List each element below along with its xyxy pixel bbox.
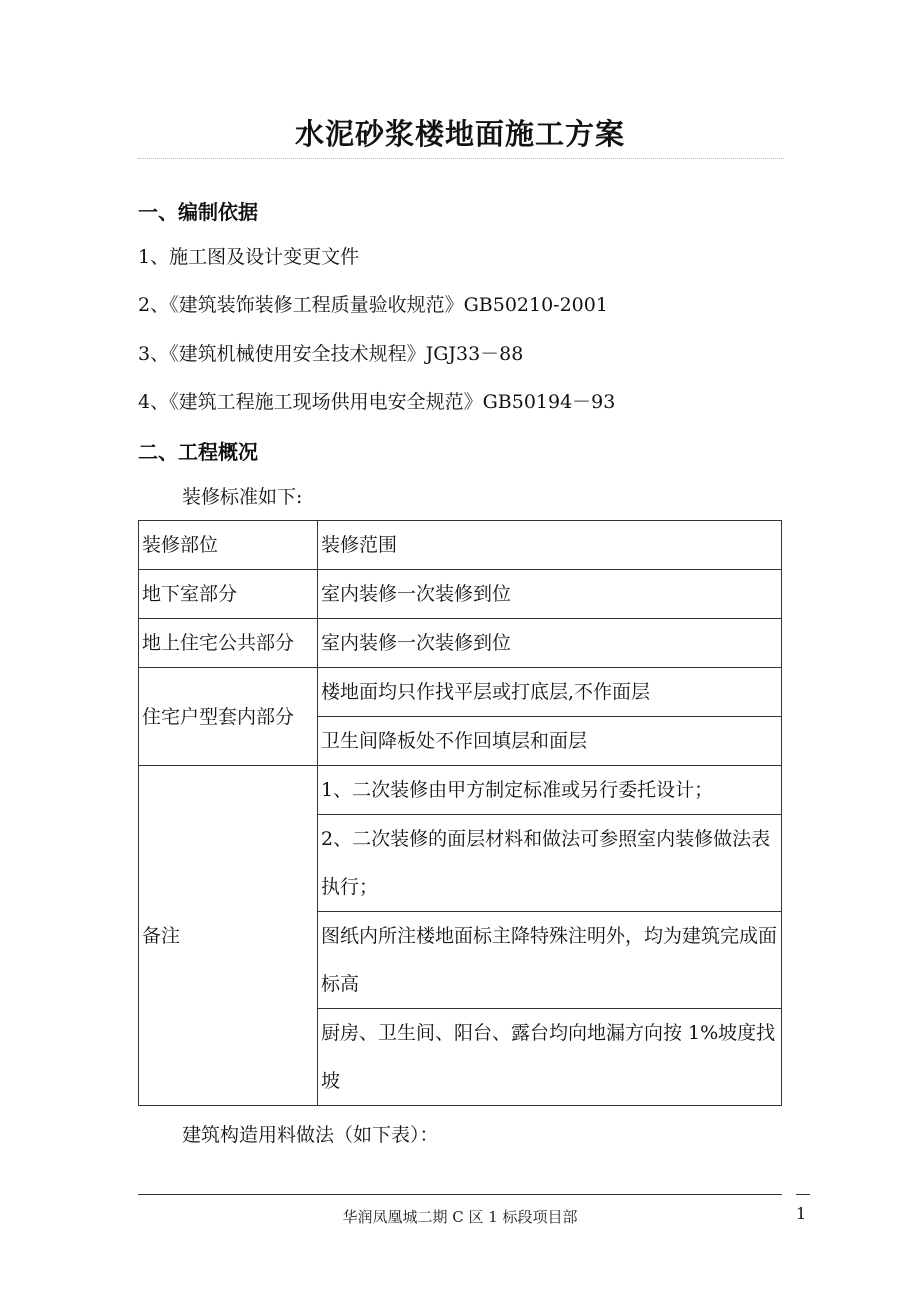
cell-part: 住宅户型套内部分 (139, 668, 318, 766)
materials-intro: 建筑构造用料做法（如下表）： (182, 1124, 439, 1146)
section-heading-overview: 二、工程概况 (138, 440, 258, 464)
document-title: 水泥砂浆楼地面施工方案 (294, 117, 625, 151)
footer-page-divider (796, 1194, 810, 1195)
basis-item-1: 1、施工图及设计变更文件 (138, 246, 360, 268)
remark-note: 图纸内所注楼地面标主降特殊注明外，均为建筑完成面标高 (318, 912, 782, 1009)
table-row (139, 766, 782, 815)
cell-scope: 室内装修一次装修到位 (318, 570, 782, 619)
section-heading-basis: 一、编制依据 (138, 200, 258, 224)
table-row (139, 619, 782, 668)
remark-note: 2、二次装修的面层材料和做法可参照室内装修做法表执行； (318, 815, 782, 912)
cell-part: 地上住宅公共部分 (139, 619, 318, 668)
basis-item-4: 4、《建筑工程施工现场供用电安全规范》GB50194－93 (138, 391, 616, 413)
cell-remarks-label: 备注 (139, 766, 318, 1106)
title-divider (138, 158, 784, 159)
decoration-standard-table (138, 520, 782, 1106)
remark-note: 厨房、卫生间、阳台、露台均向地漏方向按 1%坡度找坡 (318, 1009, 782, 1106)
basis-item-2: 2、《建筑装饰装修工程质量验收规范》GB50210-2001 (138, 294, 608, 316)
table-row (139, 668, 782, 717)
table-header-row (139, 521, 782, 570)
footer-divider (138, 1194, 782, 1195)
standard-intro: 装修标准如下: (182, 486, 303, 508)
remark-note: 1、二次装修由甲方制定标准或另行委托设计； (318, 766, 782, 815)
cell-scope: 卫生间降板处不作回填层和面层 (318, 717, 782, 766)
header-cell-scope: 装修范围 (318, 521, 782, 570)
footer-project-name: 华润凤凰城二期 C 区 1 标段项目部 (342, 1208, 578, 1226)
cell-part: 地下室部分 (139, 570, 318, 619)
table-row (139, 570, 782, 619)
page-number: 1 (796, 1204, 807, 1223)
cell-scope: 楼地面均只作找平层或打底层,不作面层 (318, 668, 782, 717)
header-cell-part: 装修部位 (139, 521, 318, 570)
basis-item-3: 3、《建筑机械使用安全技术规程》JGJ33－88 (138, 343, 524, 365)
cell-scope: 室内装修一次装修到位 (318, 619, 782, 668)
